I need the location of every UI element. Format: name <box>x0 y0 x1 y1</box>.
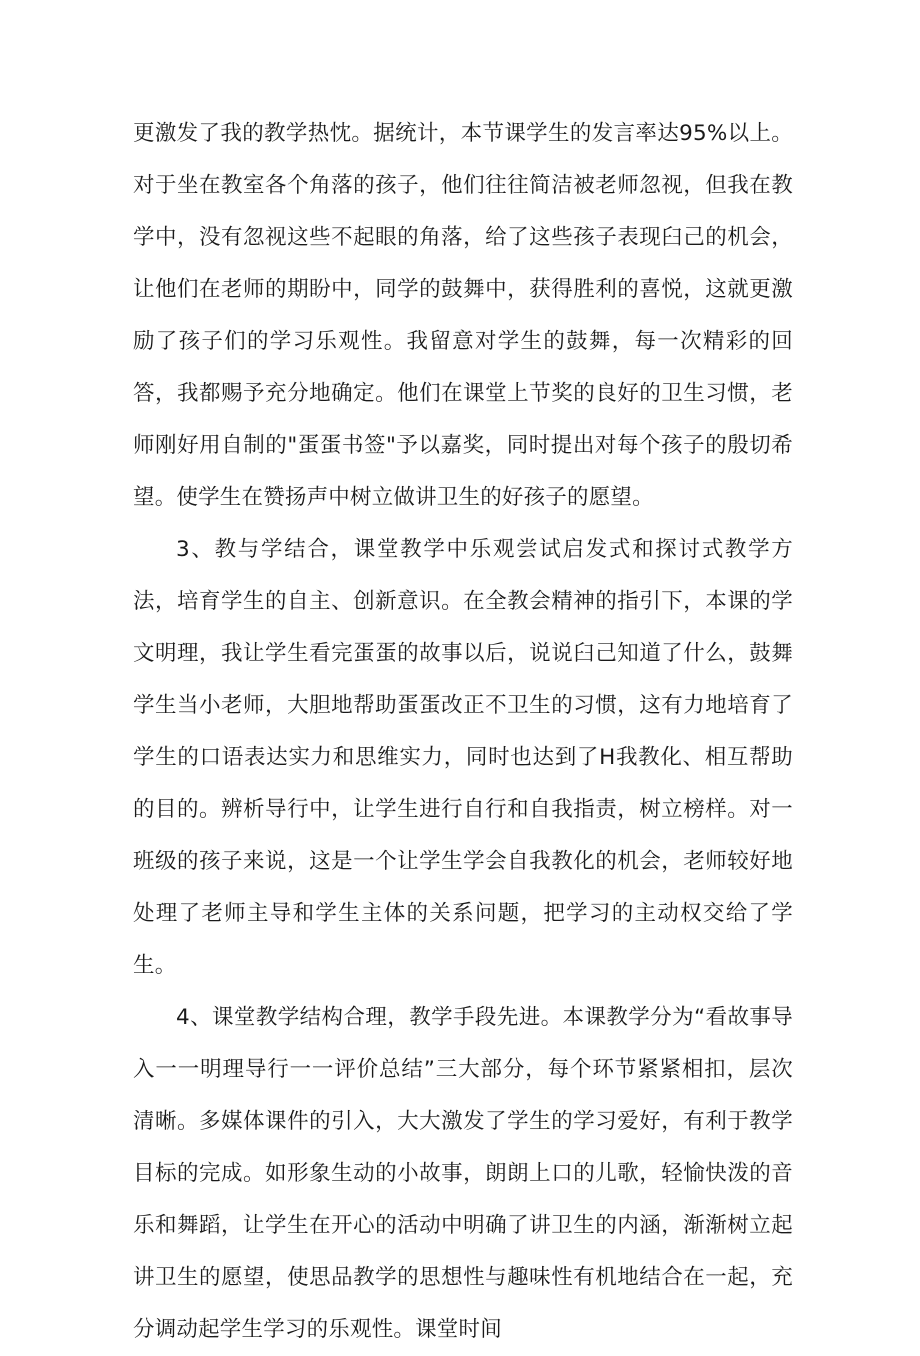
paragraph-3: 4、课堂教学结构合理，教学手段先进。本课教学分为“看故事导入一一明理导行一一评价总结”三大部分，每个环节紧紧相扣，层次清晰。多媒体课件的引入，大大激发了学生的学习爱好，有利于教学目标的完成。如形象生动的小故事，朗朗上口的儿歌，轻愉快泼的音乐和舞蹈，让学生在开心的活动中明确了讲卫生的内涵，渐渐树立起讲卫生的愿望，使思品教学的思想性与趣味性有机地结合在一起，充分调动起学生学习的乐观性。课堂时间 <box>133 1005 793 1342</box>
document-body <box>133 108 793 1356</box>
paragraph-2: 3、教与学结合，课堂教学中乐观尝试启发式和探讨式教学方法，培育学生的自主、创新意识。在全教会精神的指引下，本课的学文明理，我让学生看完蛋蛋的故事以后，说说臼己知道了什么，鼓舞学生当小老师，大胆地帮助蛋蛋改正不卫生的习惯，这有力地培育了学生的口语表达实力和思维实力，同时也达到了H我教化、相互帮助的目的。辨析导行中，让学生进行自行和自我指责，树立榜样。对一班级的孩子来说，这是一个让学生学会自我教化的机会，老师较好地处理了老师主导和学生主体的关系问题，把学习的主动权交给了学生。 <box>133 537 793 978</box>
paragraph-1: 更激发了我的教学热忱。据统计，本节课学生的发言率达95%以上。对于坐在教室各个角落的孩子，他们往往简洁被老师忽视，但我在教学中，没有忽视这些不起眼的角落，给了这些孩子表现臼己的机会，让他们在老师的期盼中，同学的鼓舞中，获得胜利的喜悦，这就更激励了孩子们的学习乐观性。我留意对学生的鼓舞，每一次精彩的回答，我都赐予充分地确定。他们在课堂上节奖的良好的卫生习惯，老师刚好用自制的"蛋蛋书签"予以嘉奖，同时提出对每个孩子的殷切希望。使学生在赞扬声中树立做讲卫生的好孩子的愿望。 <box>133 121 793 510</box>
